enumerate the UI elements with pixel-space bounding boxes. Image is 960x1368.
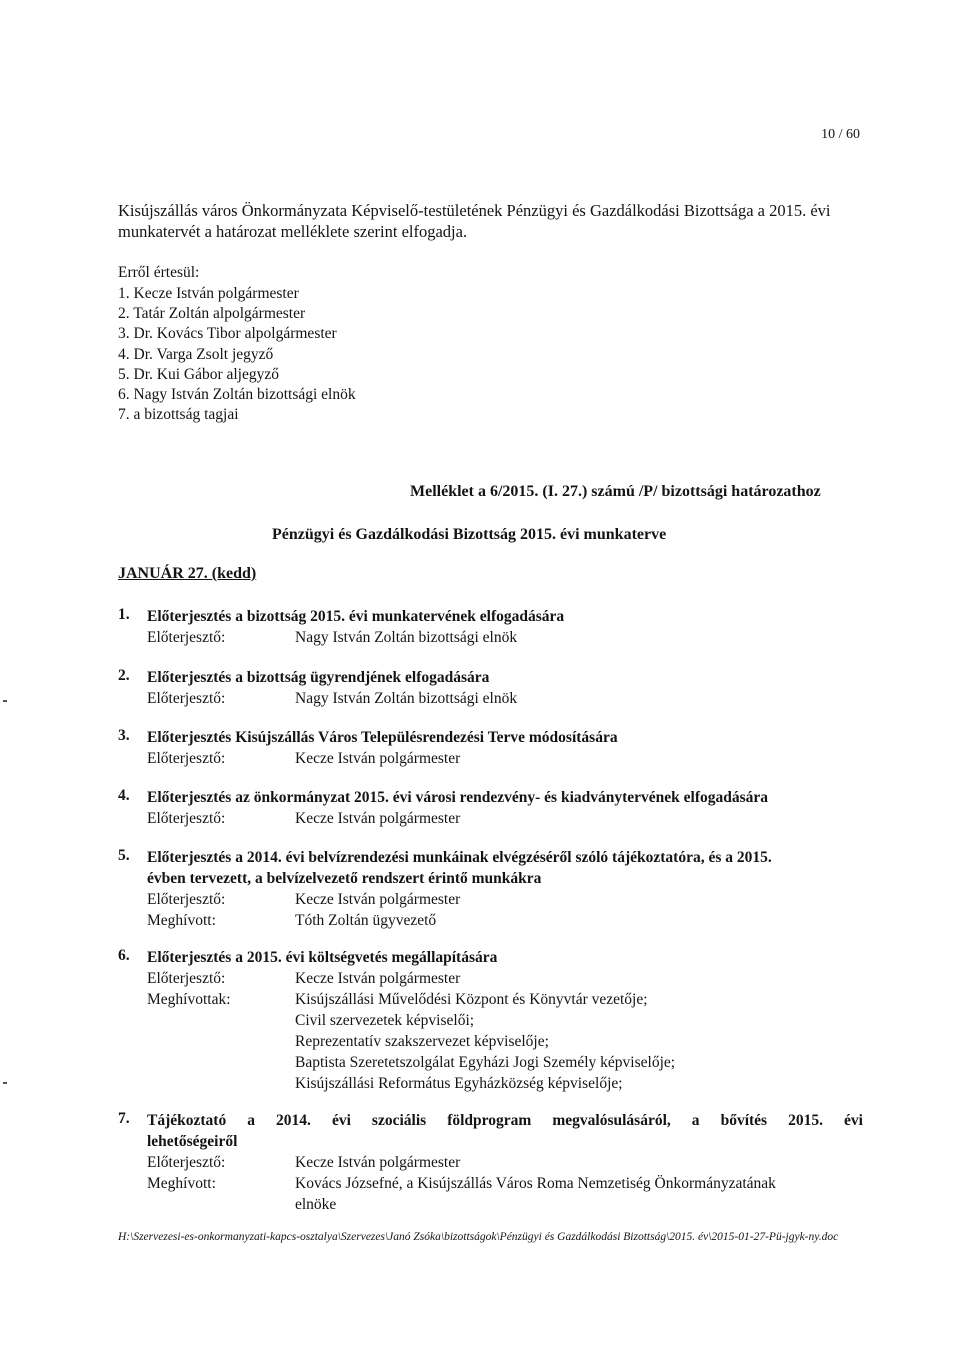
item-title: Tájékoztató a 2014. évi szociális földprogram megvalósulásáról, a bővítés 2015. évi bbox=[147, 1112, 863, 1129]
page-number: 10 / 60 bbox=[821, 127, 860, 142]
item-title: Előterjesztés Kisújszállás Város Településrendezési Terve módosítására bbox=[147, 729, 618, 746]
item-row bbox=[147, 1031, 863, 1052]
recipient-item: 2. Tatár Zoltán alpolgármester bbox=[118, 305, 306, 323]
agenda-item-4 bbox=[118, 787, 863, 829]
item-row bbox=[147, 688, 863, 709]
item-row bbox=[147, 1173, 863, 1194]
margin-mark bbox=[3, 700, 7, 702]
row-label: Előterjesztő: bbox=[147, 690, 226, 707]
item-row bbox=[147, 1052, 863, 1073]
row-value: Kecze István polgármester bbox=[295, 1154, 461, 1171]
recipient-item: 1. Kecze István polgármester bbox=[118, 285, 299, 302]
item-number: 3. bbox=[118, 727, 130, 744]
item-row bbox=[147, 1194, 863, 1215]
agenda-item-1 bbox=[118, 606, 863, 648]
item-row bbox=[147, 627, 863, 648]
row-value: Kecze István polgármester bbox=[295, 891, 461, 908]
row-label: Előterjesztő: bbox=[147, 750, 226, 767]
item-number: 4. bbox=[118, 787, 130, 804]
agenda-item-6 bbox=[118, 947, 863, 1094]
row-value: elnöke bbox=[295, 1196, 337, 1213]
row-value: Civil szervezetek képviselői; bbox=[295, 1012, 475, 1029]
row-value: Baptista Szeretetszolgálat Egyházi Jogi Személy képviselője; bbox=[295, 1054, 676, 1071]
item-title: Előterjesztés a 2014. évi belvízrendezési munkáinak elvégzéséről szóló tájékoztatóra, és a 2015. bbox=[147, 849, 772, 866]
row-label bbox=[147, 1073, 295, 1094]
row-label: Meghívott: bbox=[147, 912, 216, 929]
row-label bbox=[147, 1194, 295, 1215]
notify-title: Erről értesül: bbox=[118, 264, 200, 281]
item-row bbox=[147, 1010, 863, 1031]
item-title: Előterjesztés az önkormányzat 2015. évi városi rendezvény- és kiadványtervének elfogadására bbox=[147, 789, 769, 806]
item-title: Előterjesztés a bizottság 2015. évi munkatervének elfogadására bbox=[147, 608, 565, 625]
recipient-item: 7. a bizottság tagjai bbox=[118, 406, 239, 424]
row-label: Meghívott: bbox=[147, 1175, 216, 1192]
recipient-item: 6. Nagy István Zoltán bizottsági elnök bbox=[118, 386, 356, 404]
row-value: Kecze István polgármester bbox=[295, 810, 461, 827]
item-row bbox=[147, 889, 863, 910]
recipient-item: 3. Dr. Kovács Tibor alpolgármester bbox=[118, 325, 337, 343]
item-title-continued: lehetőségeiről bbox=[147, 1133, 238, 1150]
row-value: Kovács Józsefné, a Kisújszállás Város Roma Nemzetiség Önkormányzatának bbox=[295, 1175, 776, 1192]
row-label: Előterjesztő: bbox=[147, 970, 226, 987]
recipient-item: 4. Dr. Varga Zsolt jegyző bbox=[118, 345, 274, 363]
item-row bbox=[147, 808, 863, 829]
row-label bbox=[147, 1031, 295, 1052]
item-row bbox=[147, 910, 863, 931]
row-value: Reprezentatív szakszervezet képviselője; bbox=[295, 1033, 549, 1050]
agenda-item-7 bbox=[118, 1110, 863, 1215]
agenda-item-2 bbox=[118, 667, 863, 709]
item-number: 7. bbox=[118, 1110, 130, 1127]
row-value: Kisújszállási Református Egyházközség képviselője; bbox=[295, 1075, 623, 1092]
row-label: Előterjesztő: bbox=[147, 891, 226, 908]
item-row bbox=[147, 1152, 863, 1173]
item-number: 5. bbox=[118, 847, 130, 864]
item-number: 2. bbox=[118, 667, 130, 684]
row-value: Kisújszállási Művelődési Központ és Könyvtár vezetője; bbox=[295, 991, 648, 1008]
item-row bbox=[147, 1073, 863, 1094]
margin-mark bbox=[3, 1082, 7, 1084]
agenda-item-3 bbox=[118, 727, 863, 769]
row-label: Meghívottak: bbox=[147, 991, 231, 1008]
row-value: Kecze István polgármester bbox=[295, 750, 461, 767]
item-number: 1. bbox=[118, 606, 130, 623]
recipients-list bbox=[118, 284, 356, 425]
meeting-date: JANUÁR 27. (kedd) bbox=[118, 565, 257, 582]
item-number: 6. bbox=[118, 947, 130, 964]
annex-heading: Melléklet a 6/2015. (I. 27.) számú /P/ bizottsági határozathoz bbox=[410, 483, 821, 500]
row-label bbox=[147, 1010, 295, 1031]
row-label: Előterjesztő: bbox=[147, 1154, 226, 1171]
row-value: Nagy István Zoltán bizottsági elnök bbox=[295, 690, 518, 707]
row-value: Tóth Zoltán ügyvezető bbox=[295, 912, 437, 929]
intro-paragraph: Kisújszállás város Önkormányzata Képviselő-testületének Pénzügyi és Gazdálkodási Bizottsága a 2015. évi munkatervét a határozat melléklete szerint elfogadja. bbox=[118, 201, 831, 241]
item-row bbox=[147, 989, 863, 1010]
item-title: Előterjesztés a bizottság ügyrendjének elfogadására bbox=[147, 669, 490, 686]
row-value: Nagy István Zoltán bizottsági elnök bbox=[295, 629, 518, 646]
footer-file-path: H:\Szervezesi-es-onkormanyzati-kapcs-osztalya\Szervezes\Janó Zsóka\bizottságok\Pénzügyi és Gazdálkodási Bizottság\2015. év\2015-01-27-Pü-jgyk-ny.doc bbox=[118, 1231, 839, 1243]
recipient-item: 5. Dr. Kui Gábor aljegyző bbox=[118, 365, 279, 383]
agenda-item-5 bbox=[118, 847, 863, 931]
row-label: Előterjesztő: bbox=[147, 810, 226, 827]
plan-title: Pénzügyi és Gazdálkodási Bizottság 2015. évi munkaterve bbox=[272, 526, 667, 543]
row-label: Előterjesztő: bbox=[147, 629, 226, 646]
item-title: Előterjesztés a 2015. évi költségvetés megállapítására bbox=[147, 949, 498, 966]
item-row bbox=[147, 968, 863, 989]
item-row bbox=[147, 748, 863, 769]
row-label bbox=[147, 1052, 295, 1073]
item-title-continued: évben tervezett, a belvízelvezető rendszert érintő munkákra bbox=[147, 870, 542, 887]
row-value: Kecze István polgármester bbox=[295, 970, 461, 987]
